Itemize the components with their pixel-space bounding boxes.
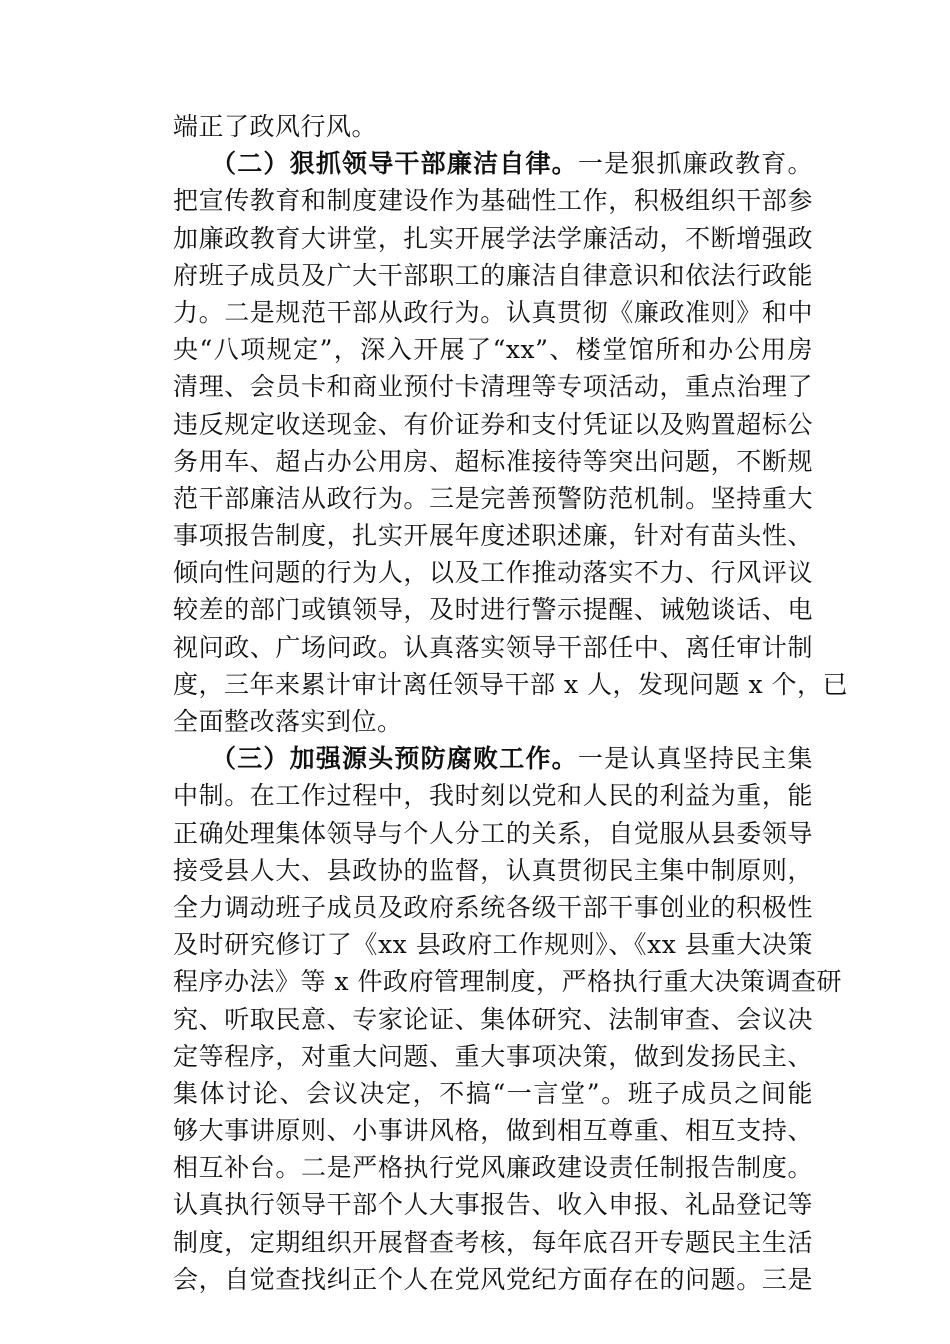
text-line: 把宣传教育和制度建设作为基础性工作，积极组织干部参 <box>173 186 813 216</box>
section-heading: （三）加强源头预防腐败工作。 <box>211 744 578 774</box>
section-heading-rest: 一是狠抓廉政教育。 <box>577 149 813 179</box>
text-line: 会，自觉查找纠正个人在党风党纪方面存在的问题。三是 <box>173 1264 813 1294</box>
text-line: 接受县人大、县政协的监督，认真贯彻民主集中制原则， <box>173 855 813 885</box>
text-line: 及时研究修订了《xx 县政府工作规则》、《xx 县重大决策 <box>173 930 813 960</box>
section-heading: （二）狠抓领导干部廉洁自律。 <box>211 149 578 179</box>
text-line: 制度，定期组织开展督查考核，每年底召开专题民主生活 <box>173 1227 813 1257</box>
text-line: 加廉政教育大讲堂，扎实开展学法学廉活动，不断增强政 <box>173 223 813 253</box>
text-line: 务用车、超占办公用房、超标准接待等突出问题，不断规 <box>173 446 813 476</box>
text-line: 全力调动班子成员及政府系统各级干部干事创业的积极性 <box>173 892 813 922</box>
text-line: 视问政、广场问政。认真落实领导干部任中、离任审计制 <box>173 632 813 662</box>
text-line: 度，三年来累计审计离任领导干部 x 人，发现问题 x 个，已 <box>173 669 848 699</box>
text-line: 清理、会员卡和商业预付卡清理等专项活动，重点治理了 <box>173 372 813 402</box>
text-line: 违反规定收送现金、有价证券和支付凭证以及购置超标公 <box>173 409 813 439</box>
text-line: 较差的部门或镇领导，及时进行警示提醒、诫勉谈话、电 <box>173 595 813 625</box>
section-heading-line <box>173 145 813 182</box>
text-line: 正确处理集体领导与个人分工的关系，自觉服从县委领导 <box>173 818 813 848</box>
section-heading-rest: 一是认真坚持民主集 <box>577 744 813 774</box>
text-line: 认真执行领导干部个人大事报告、收入申报、礼品登记等 <box>173 1190 813 1220</box>
text-line: 事项报告制度，扎实开展年度述职述廉，针对有苗头性、 <box>173 521 813 551</box>
section-heading-line <box>173 740 813 777</box>
text-line: 够大事讲原则、小事讲风格，做到相互尊重、相互支持、 <box>173 1116 813 1146</box>
text-line: 中制。在工作过程中，我时刻以党和人民的利益为重，能 <box>173 781 813 811</box>
text-line: 力。二是规范干部从政行为。认真贯彻《廉政准则》和中 <box>173 297 813 327</box>
text-line: 集体讨论、会议决定，不搞“一言堂”。班子成员之间能 <box>173 1078 813 1108</box>
text-line: 相互补台。二是严格执行党风廉政建设责任制报告制度。 <box>173 1153 813 1183</box>
text-line: 全面整改落实到位。 <box>173 707 403 736</box>
text-line: 端正了政风行风。 <box>173 112 378 141</box>
text-line: 定等程序，对重大问题、重大事项决策，做到发扬民主、 <box>173 1041 813 1071</box>
text-line: 究、听取民意、专家论证、集体研究、法制审查、会议决 <box>173 1004 813 1034</box>
text-line: 央“八项规定”，深入开展了“xx”、楼堂馆所和办公用房 <box>173 335 813 365</box>
text-line: 倾向性问题的行为人，以及工作推动落实不力、行风评议 <box>173 558 813 588</box>
text-line: 范干部廉洁从政行为。三是完善预警防范机制。坚持重大 <box>173 483 813 513</box>
text-line: 程序办法》等 x 件政府管理制度，严格执行重大决策调查研 <box>173 967 842 997</box>
document-body <box>173 108 848 1298</box>
text-line: 府班子成员及广大干部职工的廉洁自律意识和依法行政能 <box>173 260 813 290</box>
